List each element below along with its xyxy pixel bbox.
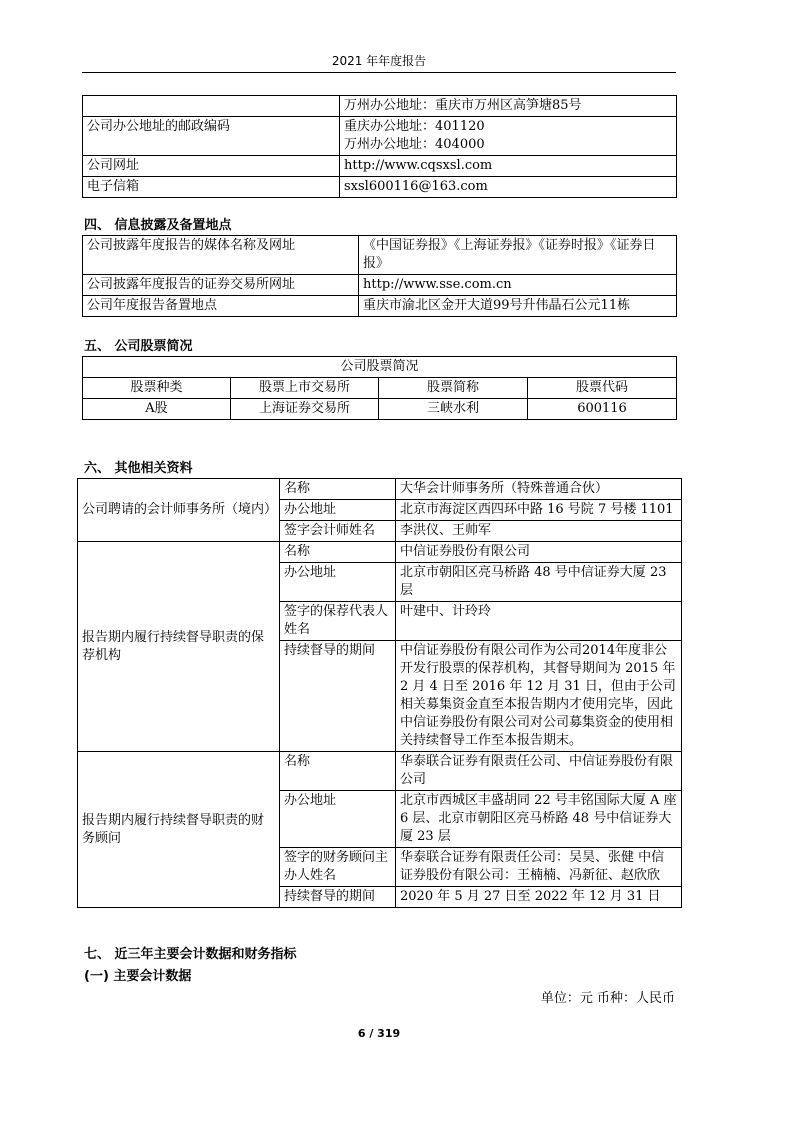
field-value: 华泰联合证券有限责任公司：吴昊、张健 中信证券股份有限公司：王楠楠、冯新征、赵欣欣 <box>396 848 682 887</box>
disclosure-table <box>82 235 677 317</box>
disclosure-label: 公司披露年度报告的证券交易所网址 <box>83 275 359 296</box>
table-row <box>83 399 677 420</box>
disclosure-value: 重庆市渝北区金开大道99号升伟晶石公元11栋 <box>359 296 677 317</box>
field-value: 2020 年 5 月 27 日至 2022 年 12 月 31 日 <box>396 887 682 908</box>
field-key: 签字的保荐代表人姓名 <box>280 602 396 641</box>
contact-label: 电子信箱 <box>83 177 340 198</box>
contact-value <box>340 117 677 156</box>
advisor-label: 报告期内履行持续督导职责的财务顾问 <box>78 752 280 908</box>
contact-label: 公司办公地址的邮政编码 <box>83 117 340 156</box>
table-row <box>83 177 677 198</box>
field-key: 持续督导的期间 <box>280 887 396 908</box>
page-number: 6 / 319 <box>357 1027 401 1040</box>
stock-type: A股 <box>83 399 231 420</box>
postcode-chongqing: 重庆办公地址：401120 <box>344 119 485 134</box>
field-value: 大华会计师事务所（特殊普通合伙） <box>396 479 682 500</box>
website-value: http://www.cqsxsl.com <box>340 156 677 177</box>
stock-short-name: 三峡水利 <box>379 399 528 420</box>
section-6-heading: 六、 其他相关资料 <box>84 461 193 476</box>
field-key: 办公地址 <box>280 500 396 521</box>
field-value: 华泰联合证券有限责任公司、中信证券股份有限公司 <box>396 752 682 791</box>
field-value: 叶建中、计玲玲 <box>396 602 682 641</box>
table-row <box>83 357 677 378</box>
stock-table <box>82 356 677 420</box>
table-row <box>83 156 677 177</box>
contact-label <box>83 96 340 117</box>
table-row <box>83 96 677 117</box>
disclosure-label: 公司年度报告备置地点 <box>83 296 359 317</box>
section-7-subheading: (一) 主要会计数据 <box>84 969 192 984</box>
field-value: 北京市朝阳区亮马桥路 48 号中信证券大厦 23 层 <box>396 563 682 602</box>
field-key: 签字的财务顾问主办人姓名 <box>280 848 396 887</box>
table-row <box>83 117 677 156</box>
table-header-row <box>83 378 677 399</box>
section-5-heading: 五、 公司股票简况 <box>84 339 193 354</box>
table-row <box>83 296 677 317</box>
postcode-wanzhou: 万州办公地址：404000 <box>344 137 485 152</box>
page-header: 2021 年年度报告 <box>331 54 427 68</box>
field-key: 办公地址 <box>280 563 396 602</box>
stock-table-title: 公司股票简况 <box>83 357 677 378</box>
email-value: sxsl600116@163.com <box>340 177 677 198</box>
column-header: 股票简称 <box>379 378 528 399</box>
disclosure-value: http://www.sse.com.cn <box>359 275 677 296</box>
column-header: 股票上市交易所 <box>231 378 379 399</box>
disclosure-label: 公司披露年度报告的媒体名称及网址 <box>83 236 359 275</box>
stock-code: 600116 <box>528 399 677 420</box>
column-header: 股票种类 <box>83 378 231 399</box>
contact-value: 万州办公地址：重庆市万州区高笋塘85号 <box>340 96 677 117</box>
sponsor-label: 报告期内履行持续督导职责的保荐机构 <box>78 542 280 752</box>
column-header: 股票代码 <box>528 378 677 399</box>
field-key: 名称 <box>280 752 396 791</box>
field-key: 名称 <box>280 479 396 500</box>
contact-label: 公司网址 <box>83 156 340 177</box>
table-row <box>78 479 682 500</box>
unit-line: 单位：元 币种：人民币 <box>540 991 675 1006</box>
accountant-label: 公司聘请的会计师事务所（境内） <box>78 479 280 542</box>
field-value: 北京市西城区丰盛胡同 22 号丰铭国际大厦 A 座 6 层、北京市朝阳区亮马桥路 48 号中信证券大厦 23 层 <box>396 791 682 848</box>
table-row <box>78 752 682 791</box>
field-value: 北京市海淀区西四环中路 16 号院 7 号楼 1101 <box>396 500 682 521</box>
field-key: 名称 <box>280 542 396 563</box>
related-info-table <box>77 478 682 908</box>
field-key: 签字会计师姓名 <box>280 521 396 542</box>
field-key: 办公地址 <box>280 791 396 848</box>
section-4-heading: 四、 信息披露及备置地点 <box>84 218 232 233</box>
field-value: 中信证券股份有限公司 <box>396 542 682 563</box>
field-value: 李洪仪、王帅军 <box>396 521 682 542</box>
section-7-heading: 七、 近三年主要会计数据和财务指标 <box>84 947 297 962</box>
contact-table <box>82 95 677 198</box>
disclosure-value: 《中国证券报》《上海证券报》《证券时报》《证券日报》 <box>359 236 677 275</box>
field-key: 持续督导的期间 <box>280 641 396 752</box>
header-rule <box>82 72 676 73</box>
table-row <box>83 236 677 275</box>
field-value: 中信证券股份有限公司作为公司2014年度非公开发行股票的保荐机构，其督导期间为 2015 年 2 月 4 日至 2016 年 12 月 31 日，但由于公司相关募集资金直至本报告期内才使用完毕，因此中信证券股份有限公司对公司募集资金的使用相关持续督导工作至本报告期末。 <box>396 641 682 752</box>
stock-exchange: 上海证券交易所 <box>231 399 379 420</box>
table-row <box>83 275 677 296</box>
table-row <box>78 542 682 563</box>
